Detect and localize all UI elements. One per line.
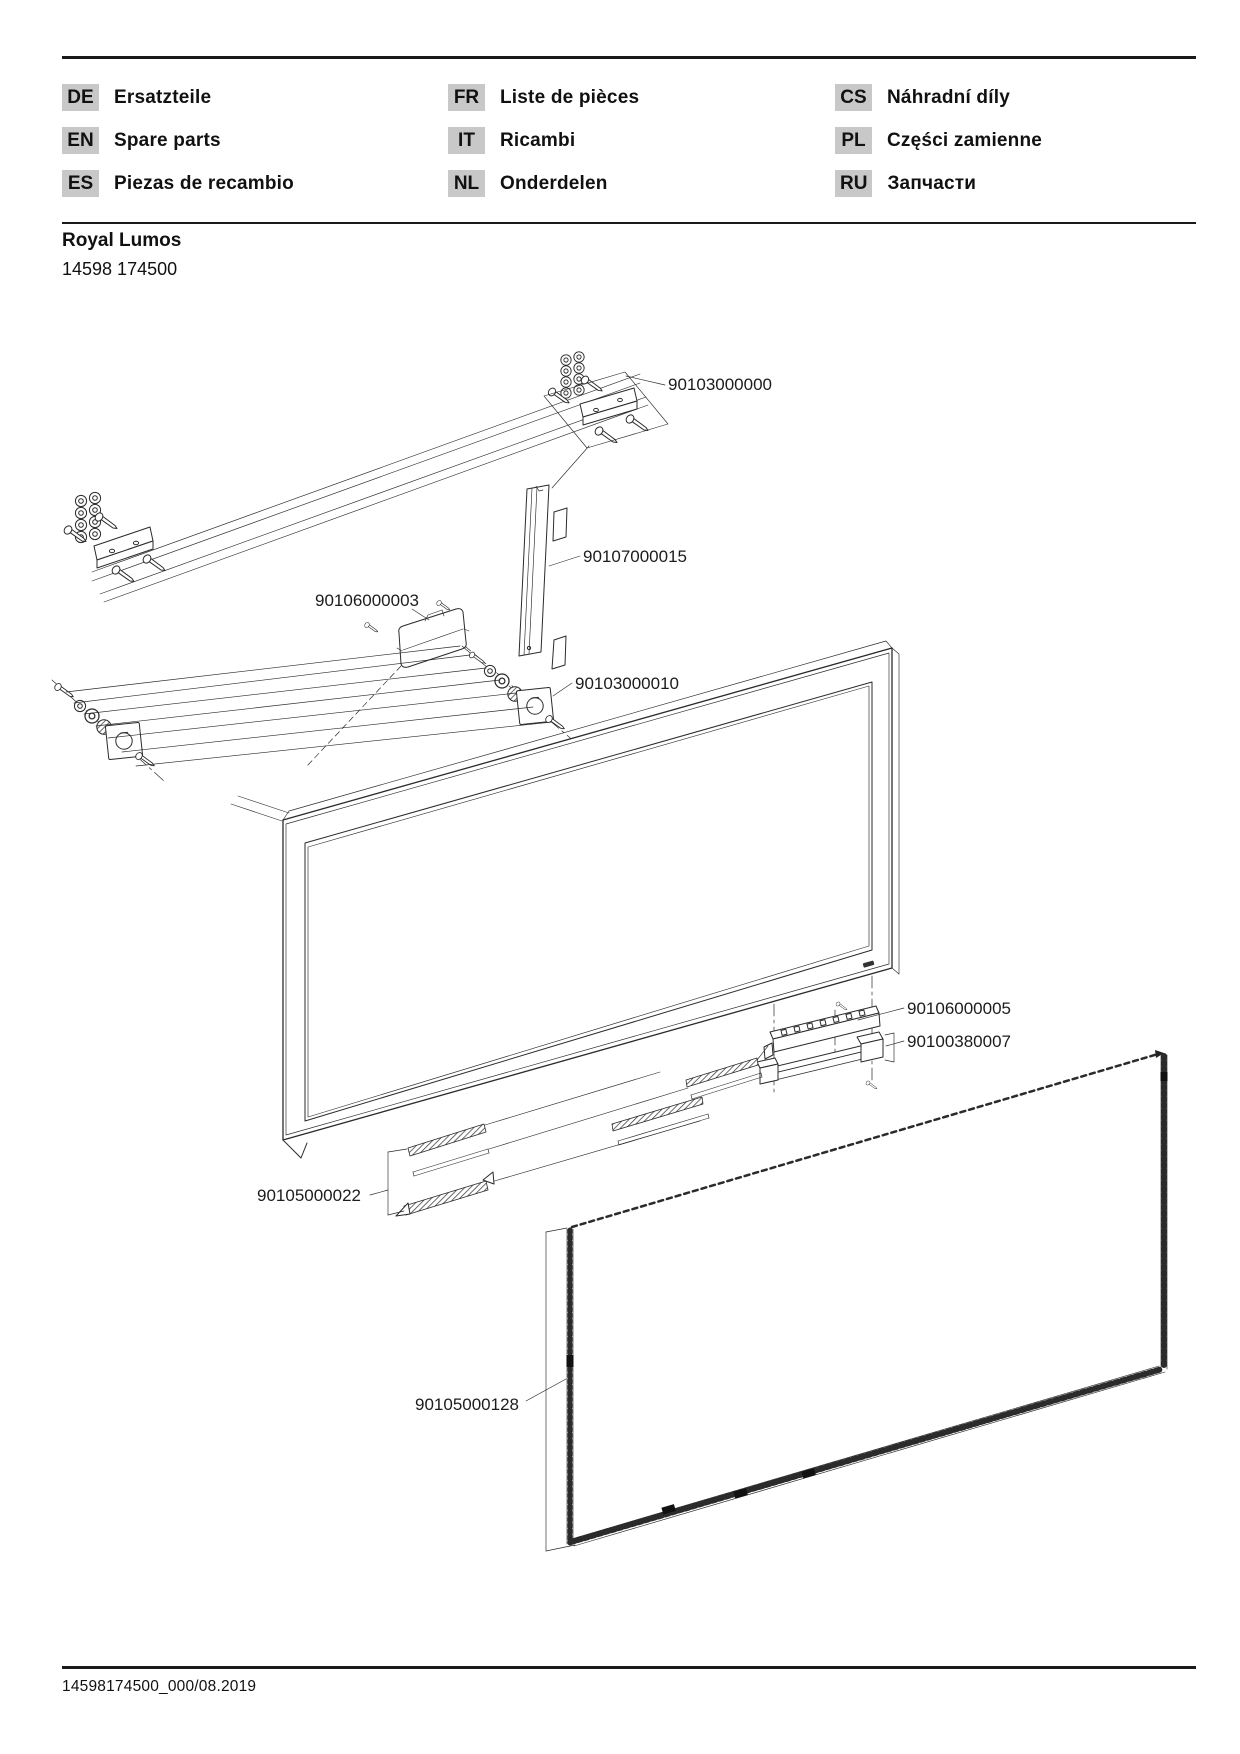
lang-label-it: Ricambi bbox=[500, 129, 576, 151]
part-label-socket-strip: 90106000005 bbox=[907, 999, 1012, 1018]
lang-badge-ru: RU bbox=[835, 170, 872, 197]
lang-label-nl: Onderdelen bbox=[500, 172, 608, 194]
part-label-profile-set: 90105000022 bbox=[257, 1186, 362, 1205]
lang-badge-nl: NL bbox=[448, 170, 485, 197]
lang-label-cs: Náhradní díly bbox=[887, 86, 1010, 108]
lang-badge-es: ES bbox=[62, 170, 99, 197]
lang-label-es: Piezas de recambio bbox=[114, 172, 294, 194]
cabinet-frame-graphic bbox=[283, 641, 899, 1158]
lang-badge-it: IT bbox=[448, 127, 485, 154]
lang-badge-pl: PL bbox=[835, 127, 872, 154]
lang-badge-en: EN bbox=[62, 127, 99, 154]
footer-rule bbox=[62, 1666, 1196, 1669]
vertical-profile-graphic bbox=[519, 485, 580, 669]
lang-badge-fr: FR bbox=[448, 84, 485, 111]
lang-label-ru: Запчасти bbox=[887, 172, 977, 194]
transformer-box-graphic bbox=[307, 600, 517, 766]
part-label-wall-bracket-set: 90103000000 bbox=[668, 375, 773, 394]
lang-badge-de: DE bbox=[62, 84, 99, 111]
lang-label-en: Spare parts bbox=[114, 129, 221, 151]
footer-document-code: 14598174500_000/08.2019 bbox=[62, 1678, 257, 1695]
lang-label-pl: Części zamienne bbox=[887, 129, 1043, 151]
part-label-spacer-set: 90103000010 bbox=[575, 674, 680, 693]
wall-rails bbox=[92, 374, 648, 602]
profile-set-graphic bbox=[370, 1124, 494, 1216]
part-label-light-panel: 90105000128 bbox=[415, 1395, 520, 1414]
lang-label-fr: Liste de pièces bbox=[500, 86, 640, 108]
product-code: 14598 174500 bbox=[62, 259, 178, 279]
product-name: Royal Lumos bbox=[62, 230, 182, 251]
lang-label-de: Ersatzteile bbox=[114, 86, 212, 108]
part-label-vertical-profile: 90107000015 bbox=[583, 547, 688, 566]
part-label-transformer-box: 90106000003 bbox=[315, 591, 420, 610]
part-label-mounting-rail: 90100380007 bbox=[907, 1032, 1012, 1051]
spacer-set-left-graphic bbox=[52, 680, 164, 781]
lang-badge-cs: CS bbox=[835, 84, 872, 111]
wall-bracket-left-graphic bbox=[63, 492, 165, 581]
